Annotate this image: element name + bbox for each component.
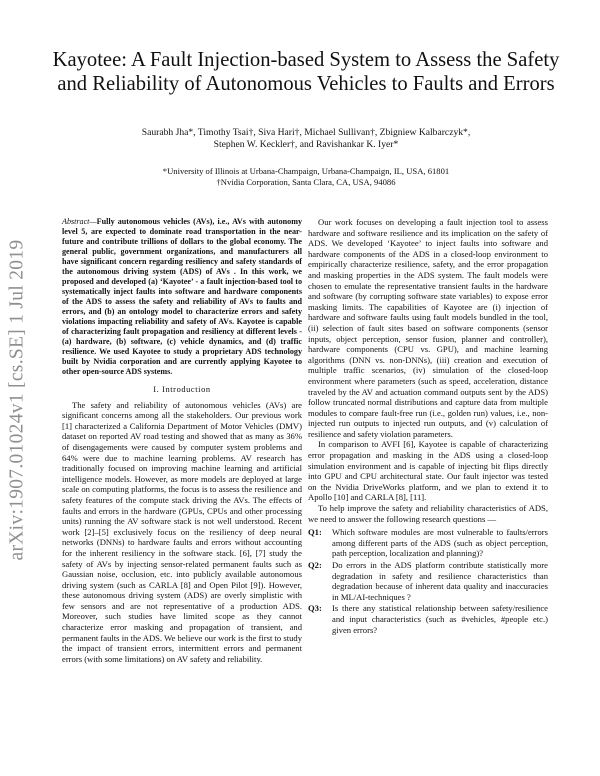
affiliations <box>50 166 562 188</box>
affiliation-nvidia: †Nvidia Corporation, Santa Clara, CA, USA, 94086 <box>216 177 396 187</box>
abstract-text: Fully autonomous vehicles (AVs), i.e., AVs with autonomy level 5, are expected to dominate road transportation in the near-future and contribute trillions of dollars to the global economy. The general public, government organizations, and manufacturers all have significant concern regarding resiliency and safety standards of the autonomous driving system (ADS) of AVs . In this work, we proposed and developed (a) ‘Kayotee’ - a fault injection-based tool to systematically inject faults into software and hardware components of the ADS to assess the safety and reliability of AVs to faults and errors, and (b) an ontology model to characterize errors and safety violations impacting reliability and safety of AVs. Kayotee is capable of characterizing fault propagation and resiliency at different levels - (a) hardware, (b) software, (c) vehicle dynamics, and (d) traffic resilience. We used Kayotee to study a proprietary ADS technology built by Nvidia corporation and are currently applying Kayotee to other open-source ADS systems. <box>62 217 302 376</box>
question-label: Q1: <box>308 527 322 538</box>
question-text: Is there any statistical relationship between safety/resilience and input characteristics (such as #vehicles, #people etc.) given errors? <box>332 603 548 635</box>
question-label: Q2: <box>308 560 322 570</box>
question-text: Do errors in the ADS platform contribute statistically more degradation in safety and resilience characteristics than degradation because of inherent data quality and inaccuracies in ML/AI-techniques ? <box>332 560 548 602</box>
body-paragraph-1: Our work focuses on developing a fault injection tool to assess hardware and software resilience and its implication on the safety of ADS. We developed ‘Kayotee’ to inject faults into software and hardware components of the ADS in a closed-loop environment to empirically characterize resilience, safety, and the error propagation and masking properties in the ADS system. The fault models were chosen to emulate the representative transient faults in the hardware and software (by corrupting software state variables) to expose error masking limits. The capabilities of Kayotee are (i) injection of hardware and software faults using fault models bundled in the tool, (ii) selection of fault sites based on software components (sensor inputs, object perception, sensor fusion, planner and controller), hardware components (CPU vs. GPU), and machine learning algorithms (DNN vs. non-DNNs), (iii) creation and execution of multiple traffic scenarios, (iv) simulation of the closed-loop environment where parameters (such as speed, acceleration, distance traveled by the AV and actuation command outputs sent by the ADS) follow truncated normal distributions and capture data from multiple modules to compare fault-free run (i.e., golden run) values, i.e., non-injected run outputs to injected run outputs, and (v) calculation of resilience and safety violation parameters. <box>308 217 548 439</box>
paper-title: Kayotee: A Fault Injection-based System to Assess the Safety and Reliability of Autonomous Vehicles to Faults and Errors <box>52 49 560 95</box>
question-item <box>308 603 548 635</box>
abstract <box>62 217 302 377</box>
author-list <box>50 127 562 151</box>
body-paragraph-3: To help improve the safety and reliability characteristics of ADS, we need to answer the following research questions — <box>308 503 548 524</box>
arxiv-stamp-text: arXiv:1907.01024v1 [cs.SE] 1 Jul 2019 <box>6 239 28 561</box>
question-label: Q3: <box>308 603 322 614</box>
author-line-1: Saurabh Jha*, Timothy Tsai†, Siva Hari†, Michael Sullivan†, Zbigniew Kalbarczyk*, <box>141 127 471 138</box>
question-item <box>308 560 548 602</box>
question-item <box>308 527 548 559</box>
question-text: Which software modules are most vulnerable to faults/errors among different parts of the ADS (such as object perception, path perception, localization and planning)? <box>332 527 548 559</box>
abstract-lead: Abstract— <box>62 217 97 226</box>
research-questions <box>308 527 548 635</box>
section-heading-introduction: I. Introduction <box>153 385 211 394</box>
intro-paragraph-1: The safety and reliability of autonomous vehicles (AVs) are significant concerns among all the stakeholders. Our previous work [1] characterized a California Department of Motor Vehicles (DMV) dataset on reported AV road testing and showed that as many as 36% of disengagements were caused by computer system problems and 64% were due to machine learning problems. AV research has traditionally focused on improving machine learning and artificial intelligence models. However, as more models are deployed at large scale on computing platforms, the focus is to assess the resilience and safety features of the compute stack driving the AVs. The effects of faults and errors in the hardware (GPUs, CPUs and other processing units) running the AV software stack is not well understood. Recent work [2]–[5] exclusively focus on the resiliency of deep neural networks (DNNs) to hardware faults and errors without accounting for the inherent resiliency in the software stack. [6], [7] study the safety of AVs by injecting sensor-related permanent faults such as Gaussian noise, occlusion, etc. into publicly available autonomous driving system (such as CARLA [8] and Open Pilot [9]). However, these autonomous driving system (ADS) are overly simplistic with few sensors and are not representative of a production ADS. Moreover, such studies have limited scope as they cannot characterize error masking and propagation of transient, and permanent faults in the ADS. We believe our work is the first to study the impact of transient errors, intermittent errors and permanent errors (with some limitations) on AV safety and reliability. <box>62 399 302 664</box>
body-paragraph-2: In comparison to AVFI [6], Kayotee is capable of characterizing error propagation and masking in the ADS using a closed-loop simulation environment and is capable of injecting bit flips directly into GPU and CPU architectural state. Our fault injector was tested on the Nvidia DriveWorks platform, and we plan to extend it to Apollo [10] and CARLA [8], [11]. <box>308 439 548 503</box>
right-column <box>308 217 548 636</box>
left-column <box>62 217 302 664</box>
author-line-2: Stephen W. Keckler†, and Ravishankar K. Iyer* <box>213 139 399 151</box>
arxiv-stamp <box>2 180 32 620</box>
affiliation-uiuc: *University of Illinois at Urbana-Champaign, Urbana-Champaign, IL, USA, 61801 <box>162 166 450 176</box>
